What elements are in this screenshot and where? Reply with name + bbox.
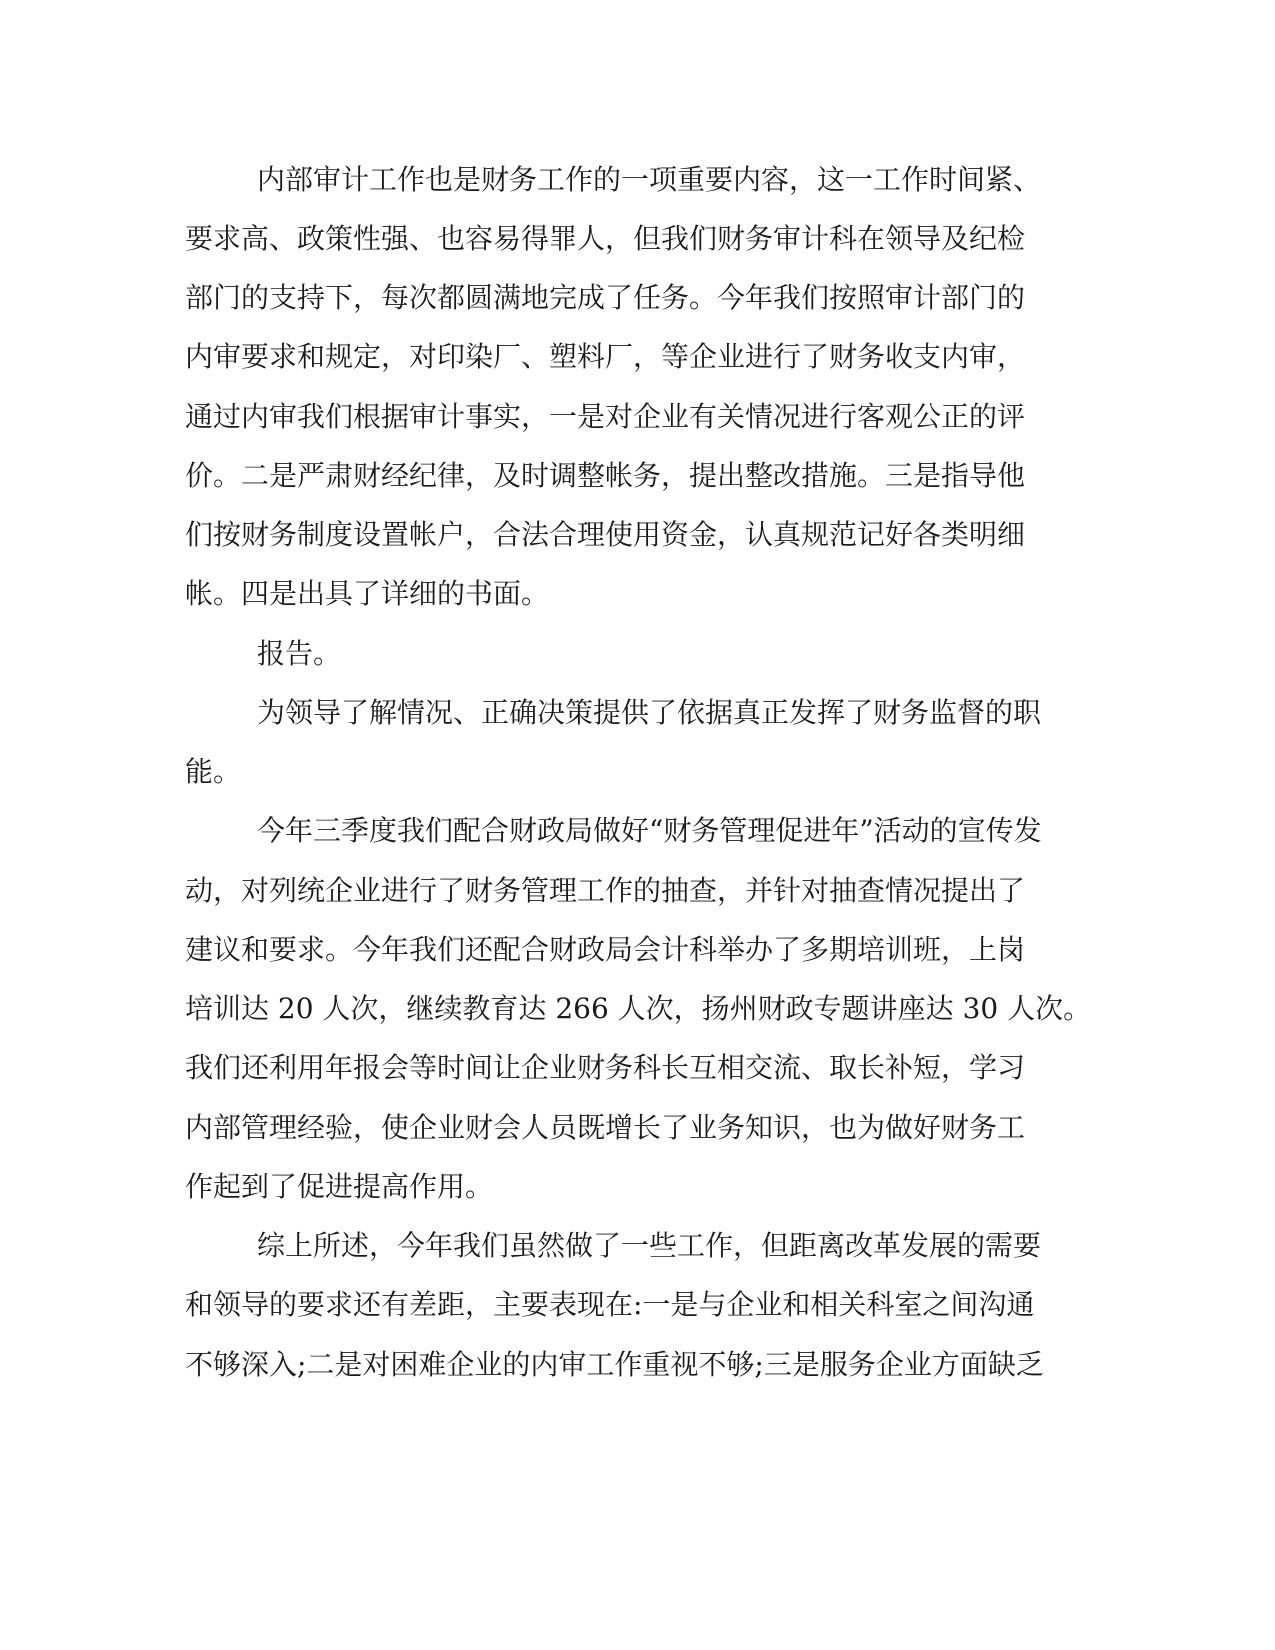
text-line: 我们还利用年报会等时间让企业财务科长互相交流、取长补短，学习 [185,1051,1026,1084]
text-line: 价。二是严肃财经纪律，及时调整帐务，提出整改措施。三是指导他 [185,459,1026,492]
text-line: 动，对列统企业进行了财务管理工作的抽查，并针对抽查情况提出了 [185,874,1026,907]
text-line: 内部审计工作也是财务工作的一项重要内容，这一工作时间紧、 [257,163,1042,196]
text-line: 和领导的要求还有差距，主要表现在:一是与企业和相关科室之间沟通 [185,1288,1035,1321]
text-line: 们按财务制度设置帐户，合法合理使用资金，认真规范记好各类明细 [185,518,1026,551]
text-line: 帐。四是出具了详细的书面。 [185,577,550,610]
text-line: 能。 [185,755,242,788]
text-line: 培训达 20 人次，继续教育达 266 人次，扬州财政专题讲座达 30 人次。 [185,992,1092,1025]
text-line: 作起到了促进提高作用。 [185,1170,494,1203]
text-line: 报告。 [257,637,342,670]
text-line: 内部管理经验，使企业财会人员既增长了业务知识，也为做好财务工 [185,1111,1026,1144]
text-line: 建议和要求。今年我们还配合财政局会计科举办了多期培训班，上岗 [185,933,1026,966]
text-line: 为领导了解情况、正确决策提供了依据真正发挥了财务监督的职 [257,696,1042,729]
text-line: 要求高、政策性强、也容易得罪人，但我们财务审计科在领导及纪检 [185,222,1026,255]
text-line: 不够深入;二是对困难企业的内审工作重视不够;三是服务企业方面缺乏 [185,1348,1044,1381]
text-line: 内审要求和规定，对印染厂、塑料厂，等企业进行了财务收支内审， [185,340,1026,373]
text-line: 部门的支持下，每次都圆满地完成了任务。今年我们按照审计部门的 [185,281,1026,314]
text-line: 今年三季度我们配合财政局做好“财务管理促进年”活动的宣传发 [257,814,1042,847]
text-line: 综上所述，今年我们虽然做了一些工作，但距离改革发展的需要 [257,1229,1042,1262]
text-line: 通过内审我们根据审计事实，一是对企业有关情况进行客观公正的评 [185,400,1026,433]
